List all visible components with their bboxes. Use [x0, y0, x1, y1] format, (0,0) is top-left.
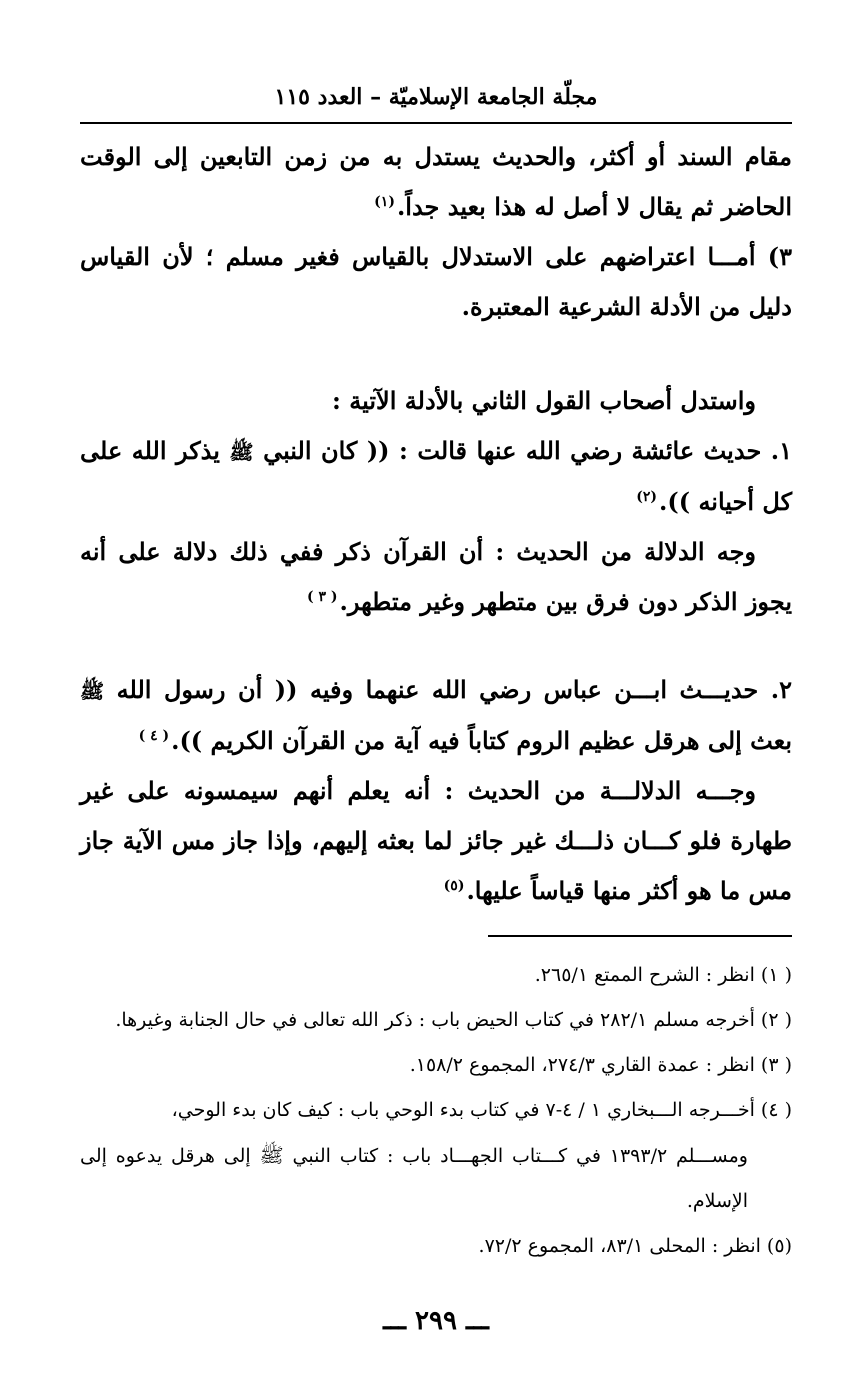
footnote-ref-3: ( ٣ ) — [306, 589, 338, 605]
honorific-glyph: ﷺ — [229, 440, 254, 464]
paragraph-5 — [80, 527, 792, 627]
footnote-2: ( ٢) أخرجه مسلم ٢٨٢/١ في كتاب الحيض باب : ذكر الله تعالى في حال الجنابة وغيرها. — [115, 1009, 792, 1031]
header-divider — [80, 122, 792, 124]
paragraph-1-line-1: مقام السند أو أكثر، والحديث يستدل به من زمن التابعين إلى الوقت الحاضر ثم — [80, 142, 792, 221]
paragraph-2: ٣) أمـــا اعتراضهم على الاستدلال بالقياس فغير مسلم ؛ لأن القياس دليل من الأدلة الشرعية المعتبرة. — [80, 242, 792, 321]
footnote-ref-4: ( ٤ ) — [138, 728, 170, 744]
paragraph-7-text: وجـــه الدلالـــة من الحديث : أنه يعلم أنهم سيمسونه على غير طهارة فلو كـــان ذلـــك غير جائز لما بعثه إليهم، وإذا جاز مس الآية جاز مس ما هو أكثر منها قياساً عليها. — [80, 776, 792, 905]
spacer — [80, 627, 792, 665]
footnote-4: ( ٤) أخـــرجه الـــبخاري ١ / ٤-٧ في كتاب بدء الوحي باب : كيف كان بدء الوحي، — [171, 1099, 792, 1121]
footnote-4-text-b: إلى هرقل يدعوه إلى الإسلام. — [80, 1145, 748, 1212]
main-text — [80, 132, 792, 916]
footnotes — [80, 953, 792, 1269]
spacer — [80, 332, 792, 376]
footnote-ref-2: (٢) — [636, 489, 658, 505]
paragraph-1 — [80, 132, 792, 232]
paragraph-1-line-2: يقال لا أصل له هذا بعيد جداً. — [396, 192, 683, 221]
honorific-glyph: ﷺ — [259, 1143, 284, 1167]
footnote-4-continued — [80, 1133, 792, 1224]
honorific-glyph: ﷺ — [80, 679, 105, 703]
paragraph-3: واستدل أصحاب القول الثاني بالأدلة الآتية : — [332, 386, 756, 415]
paragraph-4-text-a: ١. حديث عائشة رضي الله عنها قالت : (( كان النبي — [263, 436, 793, 465]
paragraph-5-text: وجه الدلالة من الحديث : أن القرآن ذكر ففي ذلك دلالة على أنه يجوز الذكر دون فرق بين متطهر وغير متطهر. — [80, 537, 792, 616]
footnote-3: ( ٣) انظر : عمدة القاري ٢٧٤/٣، المجموع ١٥٨/٢. — [409, 1054, 792, 1076]
paragraph-4 — [80, 426, 792, 527]
paragraph-6-text-b: بعث إلى هرقل عظيم الروم كتاباً فيه آية من القرآن الكريم )). — [171, 726, 792, 755]
paragraph-6 — [80, 665, 792, 766]
footnote-ref-5: (٥) — [443, 878, 465, 894]
footnote-ref-1: (١) — [374, 194, 395, 210]
footnote-1: ( ١) انظر : الشرح الممتع ٢٦٥/١. — [534, 964, 792, 986]
paragraph-7 — [80, 766, 792, 916]
footnote-divider — [488, 935, 792, 937]
footnote-4-text-a: ومســـلم ١٣٩٣/٢ في كـــتاب الجهـــاد باب : كتاب النبي — [292, 1145, 748, 1167]
footnote-5: (٥) انظر : المحلى ٨٣/١، المجموع ٧٢/٢. — [478, 1235, 792, 1257]
paragraph-6-text-a: ٢. حديـــث ابـــن عباس رضي الله عنهما وفيه (( أن رسول الله — [116, 675, 792, 704]
page-number: ـــ ٢٩٩ ـــ — [383, 1306, 489, 1336]
paragraph-4-text-b: يذكر الله على كل أحيانه )). — [80, 436, 792, 516]
running-header: مجلّة الجامعة الإسلاميّة – العدد ١١٥ — [274, 84, 598, 110]
